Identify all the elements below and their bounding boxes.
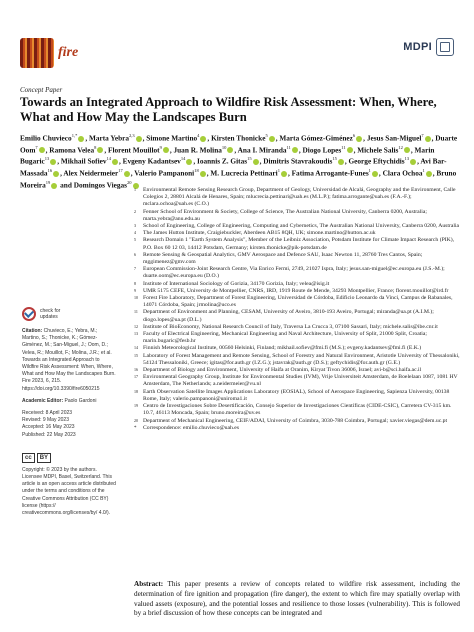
affiliation-item [134,324,460,331]
author-name: and Domingos Viegas [58,180,128,190]
orcid-icon[interactable] [347,147,353,153]
affiliation-number: 16 [134,367,138,373]
affiliation-number: 15 [134,352,138,358]
affiliation-number: 7 [134,266,136,272]
affiliation-text: Department of Environment and Planning, CESAM, University of Aveiro, 3810-193 Aveiro, Portugal; miranda@ua.pt (A.I.M.); diogo.lopes@ua.pt (D.L.) [143,309,434,323]
author-affiliation-marker: 17 [118,168,123,174]
affiliation-number: 10 [134,295,138,301]
affiliation-item [134,209,460,223]
publisher-logo[interactable] [403,38,454,56]
author-affiliation-marker: 14 [106,156,111,162]
author-affiliation-marker: 1 [422,168,425,174]
orcid-icon[interactable] [53,171,59,177]
author-name: , Kirsten Thonicke [207,133,266,143]
fire-logo-icon [20,38,54,68]
affiliation-number: 11 [134,309,138,315]
affiliation-text: Centro de Investigaciones Sobre Desertificación, Consejo Superior de Investigaciones Científicas (CIDE-CSIC), Carretera CV-315 km. 10.7, 46113 Moncada, Spain; bruno.moreira@uv.es [143,403,452,417]
author-name: , Avi Bar-Massada [20,156,447,178]
affiliation-text: Earth Observation Satellite Images Applications Laboratory (EOSIAL), School of Aerospace Engineering, Sapienza University, 00138 Rome, Italy; valerio.pampanoni@uniroma1.it [143,388,450,402]
affiliation-item [134,403,460,417]
affiliation-text: Forest Fire Laboratory, Department of Forest Engineering, Universidad de Córdoba, Edificio Leonardo da Vinci, Campus de Rabanales, 14071 Córdoba, Spain; jrmolina@uco.es [143,295,453,309]
abstract [134,580,460,619]
affiliation-item [134,281,460,288]
paper-title: Towards an Integrated Approach to Wildfire Risk Assessment: When, Where, What and How May the Landscapes Burn [20,95,437,124]
author-name: , Michele Salis [353,145,399,155]
correspondence [134,425,460,432]
author-affiliation-marker: 1 [368,168,371,174]
author-name: , Clara Ochoa [378,168,423,178]
author-name: , Florent Mouillot [104,145,160,155]
author-affiliation-marker: 8 [94,144,97,150]
affiliation-number: 19 [134,403,138,409]
affiliation-text: Institute of BioEconomy, National Research Council of Italy, Traversa La Crucca 3, 07100 Sassari, Italy; michele.salis@ibe.cnr.it [143,323,438,330]
author-name: , Mikhail Sofiev [57,156,107,166]
affiliation-text: Faculty of Electrical Engineering, Mechanical Engineering and Naval Architecture, University of Split, 21000 Split, Croatia; marin.bugaric@fesb.hr [143,331,427,345]
affiliation-text: Remote Sensing & Geospatial Analytics, GMV Aerospace and Defence SAU, Isaac Newton 11, 28760 Tres Cantos, Spain; mggimenez@gmv.com [143,251,423,266]
author-affiliation-marker: 12 [398,144,403,150]
affiliation-text: UMR 5175 CEFE, University de Montpellier, CNRS, IRD, 1919 Route de Mende, 34293 Montpellier, France; florent.mouillot@ird.fr [143,287,449,294]
author-name: , Marta Gómez-Giménez [275,133,353,143]
affiliation-text: Environmental Remote Sensing Research Group, Department of Geology, Universidad de Alcalá, Geography and the Environment, Calle Colegios 2, 28801 Alcalá de Henares, Spain; mlucrecia.pettinari@uah.es (M.L.P.); fatima.arrogante@uah.es (F.A.-F.); mclara.ochoa@uah.es (C.O.) [143,187,456,208]
affiliation-text: Institute of International Sociology of Gorizia, 34170 Gorizia, Italy; velea@isig.it [143,280,330,287]
author-affiliation-marker: 5 [265,133,268,138]
author-affiliation-marker: 11 [341,144,346,150]
orcid-icon[interactable] [404,147,410,153]
author-name: , Dimitris Stavrakoudis [259,156,333,166]
author-affiliation-marker: 4 [197,133,200,138]
orcid-icon[interactable] [338,159,344,165]
affiliation-number: 17 [134,374,138,380]
date-label: Received: [22,410,45,417]
affiliation-item [134,353,460,367]
orcid-icon[interactable] [136,136,142,142]
affiliation-number: 6 [134,251,136,257]
author-name: , Duarte Oom [20,133,458,155]
affiliation-number: * [134,425,137,431]
orcid-icon[interactable] [163,147,169,153]
affiliation-item [134,309,460,323]
orcid-icon[interactable] [50,159,56,165]
author-name: , Simone Martino [142,133,198,143]
author-affiliation-marker: 13 [404,156,410,162]
affiliation-number: 13 [134,331,138,337]
affiliation-text: Finnish Meteorological Institute, 00560 Helsinki, Finland; mikhail.sofiev@fmi.fi (M.S.); evgeny.kadantsev@fmi.fi (E.K.) [143,345,422,352]
abstract-label: Abstract: [134,580,164,588]
author-affiliation-marker: 7 [35,144,38,150]
affiliation-text: Laboratory of Forest Management and Remote Sensing, School of Forestry and Natural Environment, Aristotle University of Thessaloniki, 54124 Thessaloniki, Greece; igitas@for.auth.gr (I.Z.G.); jstavrak@auth.gr (D.S.); geftychidis@for.auth.gr (G.E.) [143,352,460,366]
author-affiliation-marker: 11 [286,144,291,150]
author-affiliation-marker: 6 [352,133,356,138]
affiliation-number: 3 [134,223,136,229]
author-name: , Marta Yebra [85,133,130,143]
affiliation-number: 4 [134,230,136,236]
orcid-icon[interactable] [227,147,233,153]
affiliation-item [134,266,460,280]
affiliation-item [134,331,460,345]
author-name: , Valerio Pampanoni [130,168,195,178]
article-metadata-sidebar [22,328,116,522]
check-updates-line2: updates [40,314,58,320]
author-affiliation-marker: 13 [44,156,50,162]
affiliation-number: 18 [134,388,138,394]
copyright-text: Copyright: © 2023 by the authors. Licensee MDPI, Basel, Switzerland. This article is an open access article distributed under the terms and conditions of the Creative Commons Attribution (CC BY) license (https:// creativecommons.org/licenses/by/ 4.0/). [22,466,116,517]
date-value: 22 May 2023 [46,431,76,438]
affiliations-list [134,187,460,432]
author-name: , Ana I. Miranda [234,145,287,155]
orcid-icon[interactable] [253,159,259,165]
check-updates-icon [22,307,36,321]
affiliation-number: 5 [134,237,136,243]
author-name: , Jesus San-Miguel [363,133,422,143]
article-type: Concept Paper [20,86,63,94]
author-name: , George Eftychidis [344,156,405,166]
mdpi-logo-icon [436,38,454,56]
orcid-icon[interactable] [281,171,287,177]
affiliation-number: 1 [134,187,136,192]
affiliation-number: 12 [134,323,138,329]
author-affiliation-marker: 2,3 [129,133,135,138]
affiliation-item [134,295,460,309]
affiliation-text: Department of Mechanical Engineering, CEIF/ADAI, University of Coimbra, 3030-788 Coimbra, Portugal; xavier.viegas@dem.uc.pt [143,417,448,424]
orcid-icon[interactable] [425,136,431,142]
affiliation-text: The James Hutton Institute, Craigiebuckler, Aberdeen AB15 8QH, UK; simone.martino@hutton.ac.uk [143,230,376,237]
date-label: Revised: [22,417,42,424]
orcid-icon[interactable] [51,183,57,189]
author-affiliation-marker: 1,* [71,133,78,138]
author-name: , M. Lucrecia Pettinari [206,168,278,178]
author-affiliation-marker: 9 [159,144,162,150]
date-label: Accepted: [22,424,45,431]
affiliation-item [134,288,460,295]
affiliation-number: 9 [134,287,136,293]
citation-journal-ref[interactable]: Fire 2023, 6, 215. https://doi.org/10.3390/fire6050215 [22,378,100,392]
cc-license-badge[interactable] [22,453,116,463]
affiliation-number: 14 [134,345,138,351]
check-for-updates-badge[interactable] [22,307,60,321]
affiliation-text: Environmental Geography Group, Institute for Environmental Studies (IVM), Vrije Universiteit Amsterdam, de Boelelaan 1087, 1081 HV Amsterdam, The Netherlands; a.neidermeier@vu.nl [143,374,458,388]
orcid-icon[interactable] [292,147,298,153]
editor-name: Paolo Gardoni [64,397,97,404]
affiliation-item [134,345,460,352]
author-affiliation-marker: 18 [194,168,199,174]
author-name: , Juan R. Molina [169,145,222,155]
affiliation-item [134,252,460,266]
editor-label: Academic Editor: [22,397,64,404]
publisher-name: MDPI [403,41,432,53]
check-updates-line1: check for [40,308,61,314]
affiliation-text: Fenner School of Environment & Society, College of Science, The Australian National University, Canberra 0200, Australia; marta.yebra@anu.edu.au [143,208,427,222]
author-name: , Marin Bugaric [20,145,435,166]
author-name: , Fatima Arrogante-Funes [287,168,369,178]
orcid-icon[interactable] [372,171,378,177]
orcid-icon[interactable] [426,171,432,177]
date-value: 8 April 2023 [45,410,73,417]
affiliation-text: School of Engineering, College of Engineering, Computing and Cybernetics, The Australian National University, Canberra 0200, Australia [143,223,460,230]
author-name: , Diogo Lopes [298,145,342,155]
orcid-icon[interactable] [78,136,84,142]
author-name: , Bruno Moreira [20,168,457,190]
author-affiliation-marker: 16 [47,168,53,174]
author-affiliation-marker: 1 [277,168,280,174]
date-published [22,432,116,439]
author-name: , Alex Neidermeier [60,168,119,178]
orcid-icon[interactable] [39,147,45,153]
affiliation-item [134,187,460,209]
date-accepted [22,424,116,431]
orcid-icon[interactable] [186,159,192,165]
cc-icon: cc [22,453,35,463]
author-list [20,131,465,190]
citation-label: Citation: [22,328,43,334]
orcid-icon[interactable] [410,159,416,165]
date-revised [22,417,116,424]
affiliation-text: Department of Biology and Environment, University of Haifa at Oranim, Kiryat Tivon 36006, Israel; avi-b@sci.haifa.ac.il [143,367,422,374]
author-affiliation-marker: 19 [45,179,51,185]
date-received [22,410,116,417]
dates-block [22,410,116,439]
affiliation-text: European Commission-Joint Research Centre, Via Enrico Fermi, 2749, 21027 Ispra, Italy; jesus.san-miguel@ec.europa.eu (J.S.-M.); duarte.oom@ec.europa.eu (D.O.) [143,266,445,280]
orcid-icon[interactable] [200,136,206,142]
affiliation-item [134,223,460,230]
date-label: Published: [22,431,46,438]
author-name: , Ramona Velea [45,145,95,155]
journal-name: fire [58,45,79,60]
date-value: 16 May 2023 [45,424,75,431]
cc-by-icon: BY [37,453,51,463]
abstract-text: This paper presents a review of concepts related to wildfire risk assessment, including the determination of fire ignition and propagation (fire danger), the extent to which fire may spatially overlap with valued assets (exposure), and the potential losses and resilience to those losses (vulnerability). This is followed by a brief discussion of how these concepts can be integrated and [134,580,461,618]
orcid-icon[interactable] [124,171,130,177]
orcid-icon[interactable] [200,171,206,177]
affiliation-item [134,418,460,425]
author-affiliation-marker: 7 [421,133,424,138]
citation-text: Chuvieco, E.; Yebra, M.; Martino, S.; Thonicke, K.; Gómez-Giménez, M.; San-Miguel, J.; Oom, D.; Velea, R.; Mouillot, F.; Molina, J.R.; et al. Towards an Integrated Approach to Wildfire Risk Assessment: When, Where, What and How May the Landscapes Burn. [22,328,116,378]
author-affiliation-marker: 15 [332,156,337,162]
affiliation-number: 8 [134,280,136,286]
affiliation-number: 2 [134,208,136,214]
affiliation-number: 20 [134,417,138,423]
orcid-icon[interactable] [356,136,362,142]
author-affiliation-marker: 14 [180,156,186,162]
author-name: , Evgeny Kadantsev [119,156,181,166]
affiliation-item [134,389,460,403]
author-affiliation-marker: 20 [127,179,132,185]
orcid-icon[interactable] [112,159,118,165]
journal-header [20,36,454,72]
journal-logo[interactable] [20,36,90,70]
author-name: , Ioannis Z. Gitas [193,156,248,166]
author-affiliation-marker: 10 [221,144,227,150]
academic-editor [22,398,116,405]
affiliation-text: Research Domain 1 "Earth System Analysis", Member of the Leibniz Association, Potsdam Institute for Climate Impact Research (PIK), P.O. Box 60 12 03, 14412 Potsdam, Germany; kirsten.thonicke@pik-potsdam.de [143,237,455,251]
author-affiliation-marker: 15 [247,156,252,162]
orcid-icon[interactable] [97,147,103,153]
author-name: Emilio Chuvieco [20,133,72,143]
orcid-icon[interactable] [269,136,275,142]
citation-block [22,328,116,393]
affiliation-item [134,374,460,388]
date-value: 9 May 2023 [42,417,69,424]
affiliation-item [134,237,460,251]
affiliation-text: Correspondence: emilio.chuvieco@uah.es [143,424,240,431]
